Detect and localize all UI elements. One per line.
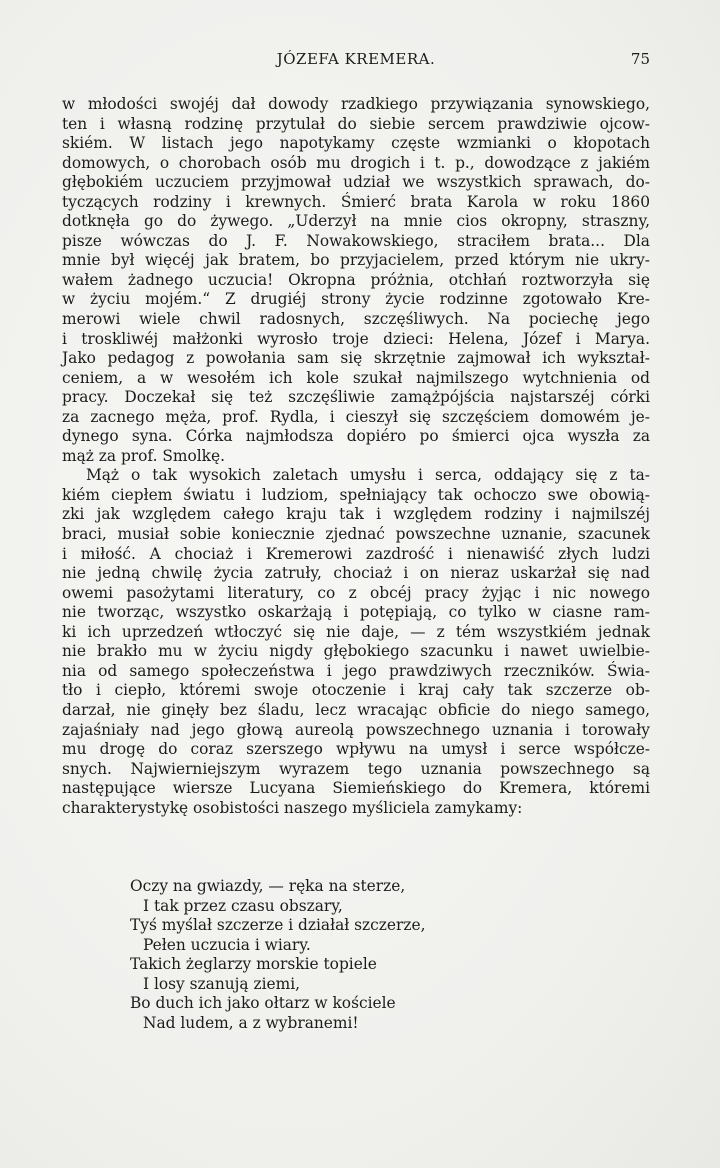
text-line: ki ich uprzedzeń wtłoczyć się nie daje, — z tém wszystkiém jednak [62, 622, 650, 641]
text-line: domowych, o chorobach osób mu drogich i t. p., dowodzące z jakiém [62, 153, 650, 172]
running-title: JÓZEFA KREMERA. [276, 50, 436, 68]
poem-line: I tak przez czasu obszary, [143, 896, 343, 915]
text-line: owemi pasożytami literatury, co z obcéj pracy żyjąc i nic nowego [62, 583, 650, 602]
text-line: w młodości swojéj dał dowody rzadkiego przywiązania synowskiego, [62, 95, 650, 113]
text-line: za zacnego męża, prof. Rydla, i cieszył się szczęściem domowém je- [62, 407, 650, 426]
text-line: skiém. W listach jego napotykamy częste wzmianki o kłopotach [62, 134, 650, 153]
text-line: darzał, nie ginęły bez śladu, lecz wracając obficie do niego samego, [62, 700, 650, 719]
text-line: Jako pedagog z powołania sam się skrzętnie zajmował ich wykształ- [62, 349, 650, 368]
poem-line: Pełen uczucia i wiary. [143, 935, 311, 954]
text-line: głębokiém uczuciem przyjmował udział we wszystkich sprawach, do- [62, 173, 650, 192]
poem-line: I losy szanują ziemi, [143, 974, 301, 993]
page-number: 75 [630, 50, 650, 68]
text-line: pisze wówczas do J. F. Nowakowskiego, straciłem brata... Dla [62, 231, 650, 250]
poem-line: Nad ludem, a z wybranemi! [143, 1013, 359, 1032]
text-line: następujące wiersze Lucyana Siemieńskiego do Kremera, któremi [62, 779, 650, 798]
text-line: nie tworząc, wszystko oskarżają i potępiają, co tylko w ciasne ram- [62, 603, 650, 622]
text-line: w życiu mojém.“ Z drugiéj strony życie rodzinne zgotowało Kre- [62, 290, 650, 309]
text-line: nie jedną chwilę życia zatruły, chociaż i on nieraz uskarżał się nad [62, 564, 650, 583]
page-header [62, 50, 650, 72]
text-line: i troskliwéj małżonki wyrosło troje dzieci: Helena, Józef i Marya. [62, 329, 650, 348]
poem-line: Oczy na gwiazdy, — ręka na sterze, [130, 877, 406, 895]
text-line: nia od samego społeczeństwa i jego prawdziwych rzeczników. Świa- [62, 661, 650, 680]
text-line: kiém ciepłem światu i ludziom, spełniający tak ochoczo swe obowią- [62, 485, 650, 504]
poem-line: Takich żeglarzy morskie topiele [130, 955, 377, 973]
text-line: tło i ciepło, któremi swoje otoczenie i kraj cały tak szczerze ob- [62, 681, 650, 700]
text-line: mnie był więcéj jak bratem, bo przyjacielem, przed którym nie ukry- [62, 251, 650, 270]
paragraph-first-line: Mąż o tak wysokich zaletach umysłu i serca, oddający się z ta- [86, 466, 650, 485]
text-line: mu drogę do coraz szerszego wpływu na umysł i serce współcze- [62, 740, 650, 759]
text-line: nie brakło mu w życiu nigdy głębokiego szacunku i nawet uwielbie- [62, 642, 650, 661]
text-line: snych. Najwierniejszym wyrazem tego uznania powszechnego są [62, 759, 650, 778]
text-line: wałem żadnego uczucia! Okropna próżnia, otchłań roztworzyła się [62, 270, 650, 289]
text-line: tyczących rodziny i krewnych. Śmierć brata Karola w roku 1860 [62, 192, 650, 211]
text-line: ten i własną rodzinę przytulał do siebie sercem prawdziwie ojcow- [62, 114, 650, 133]
text-line: dotknęła go do żywego. „Uderzył na mnie cios okropny, straszny, [62, 212, 650, 231]
text-line: zki jak względem całego kraju tak i względem rodziny i najmilszéj [62, 505, 650, 524]
text-line: pracy. Doczekał się też szczęśliwie zamążpójścia najstarszéj córki [62, 388, 650, 407]
text-line: mąż za prof. Smolkę. [62, 446, 226, 465]
body-text [62, 95, 650, 818]
text-line: braci, musiał sobie koniecznie zjednać powszechne uznanie, szacunek [62, 525, 650, 544]
text-line: dynego syna. Córka najmłodsza dopiéro po śmierci ojca wyszła za [62, 427, 650, 446]
poem-stanza [130, 877, 550, 1033]
text-line: merowi wiele chwil radosnych, szczęśliwych. Na pociechę jego [62, 310, 650, 329]
text-line: zajaśniały nad jego głową aureolą powszechnego uznania i torowały [62, 720, 650, 739]
text-line: ceniem, a w wesołém ich kole szukał najmilszego wytchnienia od [62, 368, 650, 387]
text-line: i miłość. A chociaż i Kremerowi zazdrość i nienawiść złych ludzi [62, 544, 650, 563]
text-line: charakterystykę osobistości naszego myśliciela zamykamy: [62, 798, 523, 817]
poem-line: Bo duch ich jako ołtarz w kościele [130, 994, 396, 1012]
poem-line: Tyś myślał szczerze i działał szczerze, [130, 916, 426, 934]
